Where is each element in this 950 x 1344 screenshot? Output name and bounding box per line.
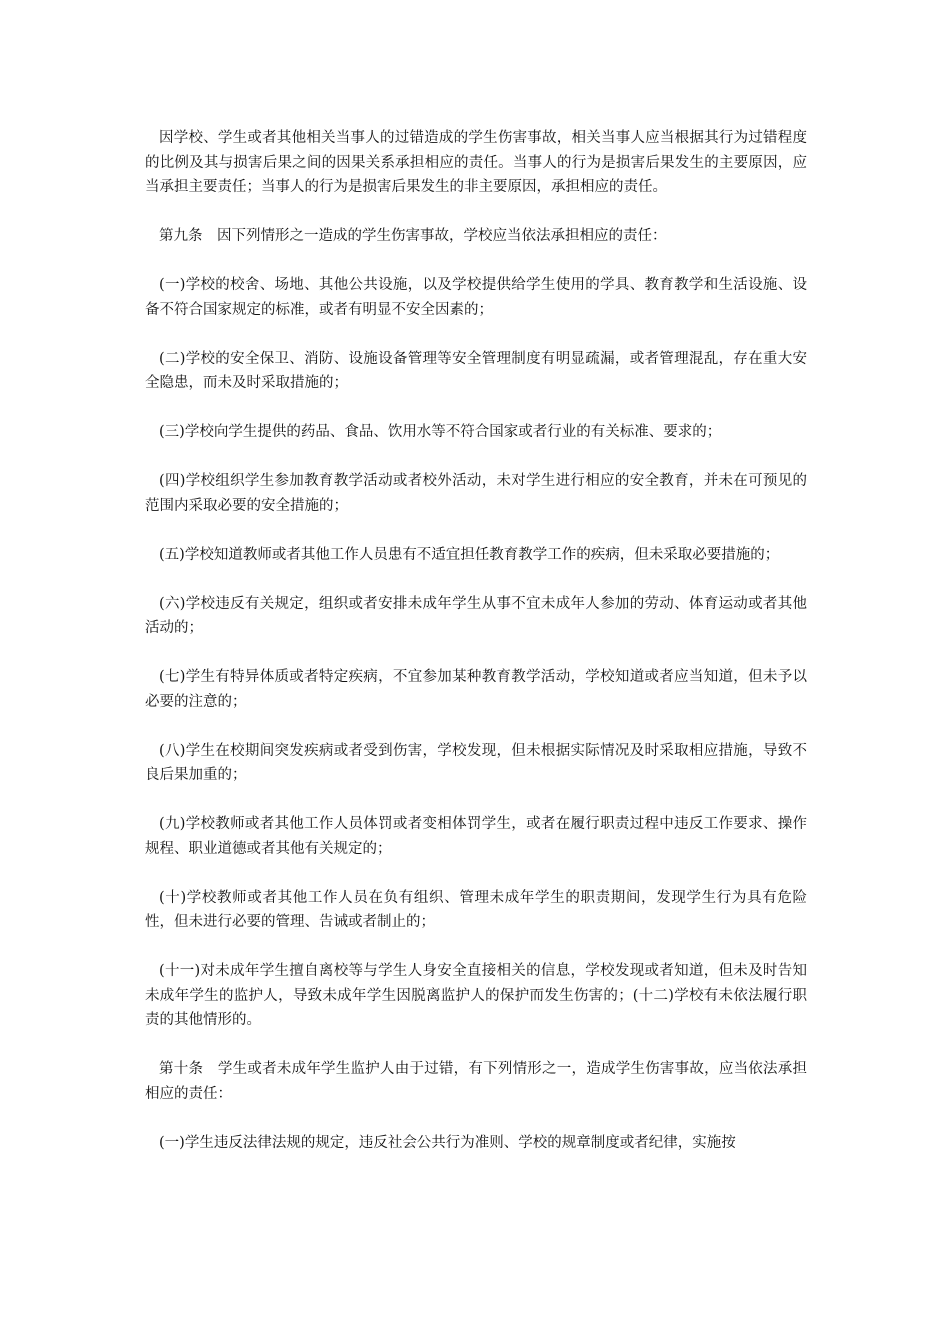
- document-body: [145, 126, 807, 1155]
- article-9-item-7: (七)学生有特异体质或者特定疾病，不宜参加某种教育教学活动，学校知道或者应当知道，但未予以必要的注意的；: [145, 669, 807, 710]
- article-9-item-3: (三)学校向学生提供的药品、食品、饮用水等不符合国家或者行业的有关标准、要求的；: [159, 424, 722, 440]
- article-9-heading: 第九条 因下列情形之一造成的学生伤害事故，学校应当依法承担相应的责任：: [159, 228, 667, 244]
- article-10-heading: 第十条 学生或者未成年学生监护人由于过错，有下列情形之一，造成学生伤害事故，应当依法承担相应的责任：: [145, 1061, 807, 1102]
- article-9-item-5: (五)学校知道教师或者其他工作人员患有不适宜担任教育教学工作的疾病，但未采取必要措施的；: [159, 546, 780, 563]
- article-9-item-10: (十)学校教师或者其他工作人员在负有组织、管理未成年学生的职责期间，发现学生行为具有危险性，但未进行必要的管理、告诫或者制止的；: [145, 889, 807, 930]
- article-9-item-11-12: (十一)对未成年学生擅自离校等与学生人身安全直接相关的信息，学校发现或者知道，但未及时告知未成年学生的监护人，导致未成年学生因脱离监护人的保护而发生伤害的；(十二)学校有未依法履行职责的其他情形的。: [145, 963, 807, 1028]
- article-10-item-1: (一)学生违反法律法规的规定，违反社会公共行为准则、学校的规章制度或者纪律，实施按: [159, 1134, 736, 1151]
- article-9-item-8: (八)学生在校期间突发疾病或者受到伤害，学校发现，但未根据实际情况及时采取相应措施，导致不良后果加重的；: [145, 742, 807, 783]
- paragraph-fault-liability: 因学校、学生或者其他相关当事人的过错造成的学生伤害事故，相关当事人应当根据其行为过错程度的比例及其与损害后果之间的因果关系承担相应的责任。当事人的行为是损害后果发生的主要原因，应当承担主要责任；当事人的行为是损害后果发生的非主要原因，承担相应的责任。: [145, 130, 807, 195]
- article-9-item-9: (九)学校教师或者其他工作人员体罚或者变相体罚学生，或者在履行职责过程中违反工作要求、操作规程、职业道德或者其他有关规定的；: [145, 816, 807, 857]
- article-9-item-1: (一)学校的校舍、场地、其他公共设施，以及学校提供给学生使用的学具、教育教学和生活设施、设备不符合国家规定的标准，或者有明显不安全因素的；: [145, 277, 807, 318]
- article-9-item-6: (六)学校违反有关规定，组织或者安排未成年学生从事不宜未成年人参加的劳动、体育运动或者其他活动的；: [145, 595, 807, 636]
- article-9-item-2: (二)学校的安全保卫、消防、设施设备管理等安全管理制度有明显疏漏，或者管理混乱，存在重大安全隐患，而未及时采取措施的；: [145, 350, 807, 391]
- article-9-item-4: (四)学校组织学生参加教育教学活动或者校外活动，未对学生进行相应的安全教育，并未在可预见的范围内采取必要的安全措施的；: [145, 473, 807, 514]
